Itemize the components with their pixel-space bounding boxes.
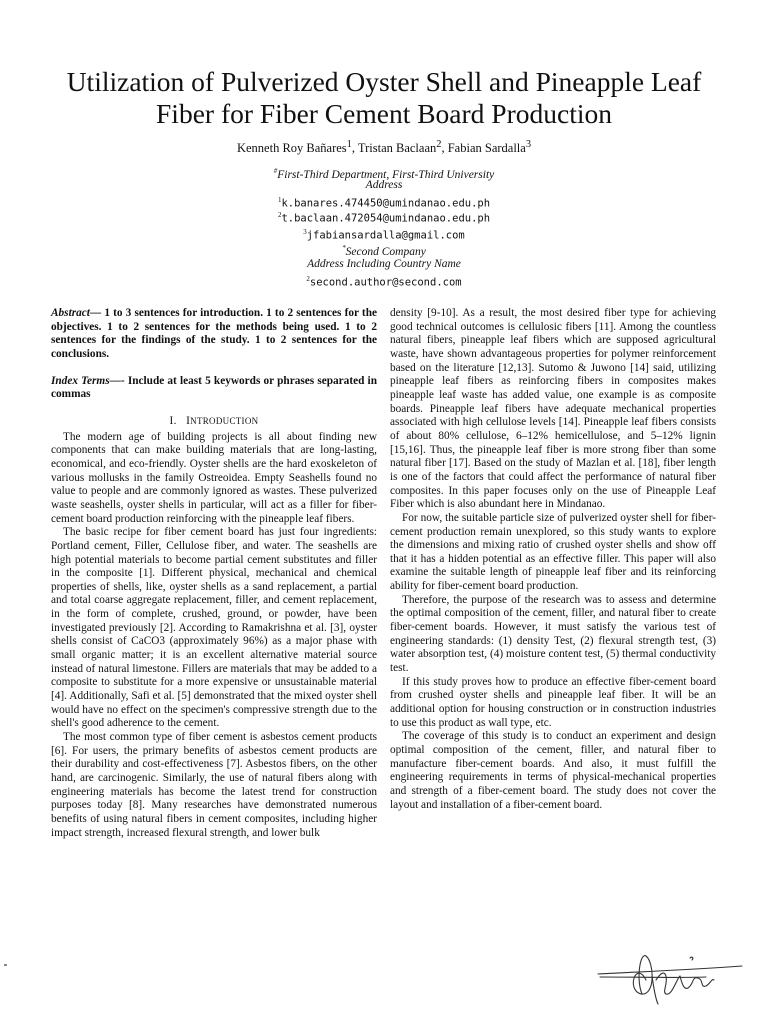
abstract-text: 1 to 3 sentences for introduction. 1 to 2 sentences for the objectives. 1 to 2 sentences for the methods being used. 1 to 2 sentences for the findings of the study. 1 to 2 sentences for the conclusions.	[51, 307, 377, 360]
index-terms-text: - Include at least 5 keywords or phrases separated in commas	[51, 374, 377, 401]
email-second	[0, 272, 768, 290]
section-heading	[51, 415, 377, 429]
signature-icon	[596, 950, 746, 1010]
email-3	[0, 225, 768, 243]
margin-mark	[4, 964, 7, 966]
email-3-text: jfabiansardalla@gmail.com	[306, 229, 465, 242]
right-paragraph-5: The coverage of this study is to conduct an experiment and design optimal composition of the cement, filler, and natural fiber to manufacture fiber-cement boards. And also, it must fulfill the engineering requirements in terms of physical-mechanical properties and strength of a fiber-cement board. The study does not cover the layout and installation of a fiber-cement board.	[390, 730, 716, 811]
right-paragraph-3: Therefore, the purpose of the research was to assess and determine the optimal composition of the cement, filler, and natural fiber to create fiber-cement boards. However, it must satisfy the various test of engineering standards: (1) density Test, (2) flexural strength test, (3) water absorption test, (4) moisture content test, (5) thermal conductivity test.	[390, 593, 716, 675]
email-second-text: second.author@second.com	[309, 276, 462, 289]
email-2-mark: 2	[277, 211, 282, 219]
email-2	[0, 208, 768, 226]
affiliation-dept-text: First-Third Department, First-Third University	[277, 168, 495, 181]
right-paragraph-2: For now, the suitable particle size of pulverized oyster shell for fiber-cement production remain unexplored, so this study wants to explore the dimensions and mixing ratio of crushed oyster shells and show off that it has a hidden potential as an effective filler. This paper will also examine the suitable length of pineapple leaf fiber and its reinforcing ability for fiber-cement board production.	[390, 511, 716, 593]
left-paragraph-2: The basic recipe for fiber cement board has just four ingredients: Portland cement, Filler, Cellulose fiber, and water. The seashells are high potential materials to become partial cement substitutes and filler in the composite [1]. Different physical, mechanical and chemical properties of shells, like, oyster shells as a sand replacement, a partial and total coarse aggregate replacement, filler, and cement replacement, in the form of complete, crushed, ground, or powder, have been investigated previously [2]. According to Ramakrishna et al. [3], oyster shells consist of CaCO3 (approximately 96%) as a major phase with small organic matter; it is an excellent alternative material source instead of natural limestone. Fillers are materials that may be added to a composite to substitute for a more expensive or unsustainable material [4]. Additionally, Safi et al. [5] demonstrated that the mixed oyster shell would have no effect on the specimen's compressive strength due to the shell's good adherence to the cement.	[51, 526, 377, 730]
email-3-mark: 3	[303, 228, 307, 236]
section-rest: NTRODUCTION	[190, 415, 259, 426]
title-line-2: Fiber for Fiber Cement Board Production	[156, 98, 612, 129]
index-terms	[51, 375, 377, 402]
author-2-mark: 2	[436, 139, 442, 150]
left-paragraph-3: The most common type of fiber cement is asbestos cement products [6]. For users, the primary benefits of asbestos cement products are their durability and cost-effectiveness [7]. Asbestos fibers, on the other hand, are carcinogenic. Similarly, the use of natural fibers along with engineering materials has become the latest trend for construction purposes today [8]. Many researches have demonstrated numerous benefits of using natural fibers in cement composites, including higher impact strength, increased flexural strength, and lower bulk	[51, 731, 377, 839]
email-second-mark: 2	[306, 275, 310, 283]
email-1-mark: 1	[277, 196, 282, 204]
right-paragraph-4: If this study proves how to produce an effective fiber-cement board from crushed oyster shells and pineapple leaf fiber. It will be an additional option for housing construction or in construction industries to use this product as wall type, etc.	[390, 675, 716, 729]
right-paragraph-1: density [9-10]. As a result, the most desired fiber type for achieving good technical outcomes is cellulosic fibers [11]. Among the countless natural fibers, pineapple leaf fibers which are supposed agricultural waste, have shown advantageous properties for polymer reinforcement based on the literature [12,13]. Sutomo & Juwono [14] said, utilizing pineapple leaf fibers as reinforcing fibers in composites makes pineapple leaf waste has added value, one example is as composite boards. Pineapple leaf fibers have adequate mechanical properties associated with high cellulose levels [14]. Pineapple leaf fibers consists of about 80% cellulose, 6–12% hemicellulose, and 5–12% lignin [15,16]. Thus, the pineapple leaf fiber is more strong fiber than some natural fiber [17]. Based on the study of Mazlan et al. [18], fiber length is one of the factors that could affect the performance of natural fiber composites. In this paper focuses only on the use of Pineapple Leaf Fiber which is also abundant here in Mindanao.	[390, 307, 716, 511]
left-column	[51, 307, 377, 840]
affiliation-address: Address	[365, 179, 403, 191]
index-terms-label: Index Terms—	[51, 374, 121, 387]
abstract-label: Abstract—	[51, 307, 102, 319]
author-3-mark: 3	[525, 139, 532, 150]
right-column	[390, 307, 716, 812]
author-1: Kenneth Roy Bañares	[236, 141, 347, 156]
email-2-text: t.baclaan.472054@umindanao.edu.ph	[281, 212, 491, 225]
email-1-text: k.banares.474450@umindanao.edu.ph	[281, 197, 491, 210]
abstract	[51, 307, 377, 362]
author-1-mark: 1	[346, 139, 352, 150]
left-paragraph-1: The modern age of building projects is all about finding new components that can make building materials that are long-lasting, economical, and eco-friendly. Oyster shells are the hard exoskeleton of various mollusks in the family Ostreoidea. Empty Seashells found no value to people and are commonly ignored as wastes. These pulverized waste seashells, oyster shells in particular, will act as a filler for fiber-cement board production reinforcing with the pineapple leaf fibers.	[51, 430, 377, 525]
affiliation-company-address: Address Including Country Name	[307, 258, 461, 270]
company-mark: *	[342, 244, 346, 252]
author-2: Tristan Baclaan	[357, 141, 437, 156]
affiliation-mark: #	[273, 167, 278, 175]
author-3: Fabian Sardalla	[447, 141, 526, 156]
section-numeral: I.	[169, 414, 177, 427]
author-list: Kenneth Roy Bañares$^1$, Tristan Baclaan$^2$, Fabian Sardalla$^3$	[236, 139, 532, 156]
paper-title	[20, 66, 748, 130]
section-initial: I	[186, 414, 191, 427]
title-line-1: Utilization of Pulverized Oyster Shell and Pineapple Leaf	[66, 66, 702, 97]
company-text: Second Company	[345, 245, 426, 258]
